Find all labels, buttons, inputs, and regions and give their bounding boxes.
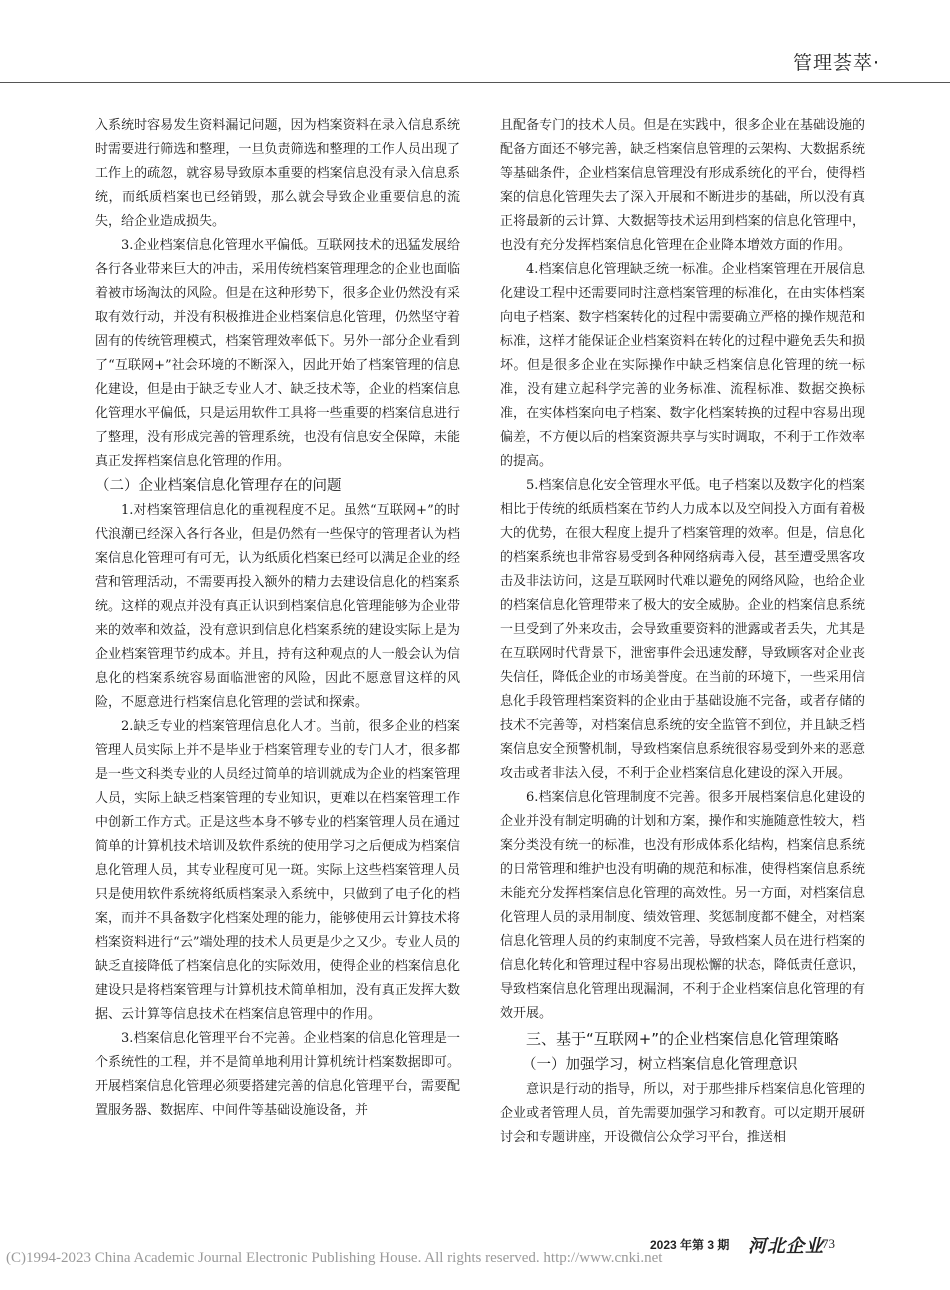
paragraph: 意识是行动的指导，所以，对于那些排斥档案信息化管理的企业或者管理人员，首先需要加强学习和教育。可以定期开展研讨会和专题讲座，开设微信公众学习平台，推送相 <box>500 1082 865 1145</box>
paragraph: 2.缺乏专业的档案管理信息化人才。当前，很多企业的档案管理人员实际上并不是毕业于档案管理专业的专门人才，很多都是一些文科类专业的人员经过简单的培训就成为企业的档案管理人员，实际上缺乏档案管理的专业知识，更难以在档案管理工作中创新工作方式。正是这些本身不够专业的档案管理人员在通过简单的计算机技术培训及软件系统的使用学习之后便成为档案信息化管理人员，其专业程度可见一斑。实际上这些档案管理人员只是使用软件系统将纸质档案录入系统中，只做到了电子化的档案，而并不具备数字化档案处理的能力，能够使用云计算技术将档案资料进行“云”端处理的技术人员更是少之又少。专业人员的缺乏直接降低了档案信息化的实际效用，使得企业的档案信息化建设只是将档案管理与计算机技术简单相加，没有真正发挥大数据、云计算等信息技术在档案信息管理中的作用。 <box>95 719 460 1022</box>
paragraph: 6.档案信息化管理制度不完善。很多开展档案信息化建设的企业并没有制定明确的计划和方案，操作和实施随意性较大，档案分类没有统一的标准，也没有形成体系化结构，档案信息系统的日常管理和维护也没有明确的规范和标准，使得档案信息系统未能充分发挥档案信息化管理的高效性。另一方面，对档案信息化管理人员的录用制度、绩效管理、奖惩制度都不健全，对档案信息化管理人员的约束制度不完善，导致档案人员在进行档案的信息化转化和管理过程中容易出现松懈的状态，降低责任意识，导致档案信息化管理出现漏洞，不利于企业档案信息化管理的有效开展。 <box>500 790 865 1021</box>
page-footer <box>0 1232 950 1272</box>
right-column <box>500 114 865 1150</box>
paragraph: 1.对档案管理信息化的重视程度不足。虽然“互联网+”的时代浪潮已经深入各行各业，但是仍然有一些保守的管理者认为档案信息化管理可有可无，认为纸质化档案已经可以满足企业的经营和管理活动，不需要再投入额外的精力去建设信息化的档案系统。这样的观点并没有真正认识到档案信息化管理能够为企业带来的效率和效益，没有意识到信息化档案系统的建设实际上是为企业档案管理节约成本。并且，持有这种观点的人一般会认为信息化的档案系统容易面临泄密的风险，因此不愿意冒这样的风险，不愿意进行档案信息化管理的尝试和探索。 <box>95 503 460 710</box>
paragraph: 且配备专门的技术人员。但是在实践中，很多企业在基础设施的配备方面还不够完善，缺乏档案信息管理的云架构、大数据系统等基础条件，企业档案信息管理没有形成系统化的平台，使得档案的信息化管理失去了深入开展和不断进步的基础，所以没有真正将最新的云计算、大数据等技术运用到档案的信息化管理中，也没有充分发挥档案信息化管理在企业降本增效方面的作用。 <box>500 118 865 253</box>
paragraph: 3.企业档案信息化管理水平偏低。互联网技术的迅猛发展给各行各业带来巨大的冲击，采用传统档案管理理念的企业也面临着被市场淘汰的风险。但是在这种形势下，很多企业仍然没有采取有效行动，并没有积极推进企业档案信息化管理，仍然坚守着固有的传统管理模式，档案管理效率低下。另外一部分企业看到了“互联网+”社会环境的不断深入，因此开始了档案管理的信息化建设，但是由于缺乏专业人才、缺乏技术等，企业的档案信息化管理水平偏低，只是运用软件工具将一些重要的档案信息进行了整理，没有形成完善的管理系统，也没有信息安全保障，未能真正发挥档案信息化管理的作用。 <box>95 238 460 469</box>
header-rule <box>0 82 950 83</box>
paragraph: 3.档案信息化管理平台不完善。企业档案的信息化管理是一个系统性的工程，并不是简单地利用计算机统计档案数据即可。开展档案信息化管理必须要搭建完善的信息化管理平台，需要配置服务器、数据库、中间件等基础设施设备，并 <box>95 1031 460 1118</box>
journal-name: 河北企业 <box>748 1236 824 1257</box>
copyright-notice: (C)1994-2023 China Academic Journal Electronic Publishing House. All rights reserved. http://www.cnki.net <box>6 1250 663 1266</box>
page-number: 73 <box>822 1236 835 1251</box>
section-title: 管理荟萃· <box>792 52 880 74</box>
issue-label: 2023 年第 3 期 <box>650 1238 730 1252</box>
left-column <box>95 114 460 1123</box>
subsection-heading: （二）企业档案信息化管理存在的问题 <box>95 478 342 494</box>
paragraph: 4.档案信息化管理缺乏统一标准。企业档案管理在开展信息化建设工程中还需要同时注意档案管理的标准化，在由实体档案向电子档案、数字档案转化的过程中需要确立严格的操作规范和标准，这样才能保证企业档案资料在转化的过程中避免丢失和损坏。但是很多企业在实际操作中缺乏档案信息化管理的统一标准，没有建立起科学完善的业务标准、流程标准、数据交换标准，在实体档案向电子档案、数字化档案转换的过程中容易出现偏差，不方便以后的档案资源共享与实时调取，不利于工作效率的提高。 <box>500 262 865 469</box>
subsection-heading: （一）加强学习，树立档案信息化管理意识 <box>522 1057 798 1073</box>
paragraph: 5.档案信息化安全管理水平低。电子档案以及数字化的档案相比于传统的纸质档案在节约人力成本以及空间投入方面有着极大的优势，在很大程度上提升了档案管理的效率。但是，信息化的档案系统也非常容易受到各种网络病毒入侵，甚至遭受黑客攻击及非法访问，这是互联网时代难以避免的网络风险，也给企业的档案信息化管理带来了极大的安全威胁。企业的档案信息系统一旦受到了外来攻击，会导致重要资料的泄露或者丢失，尤其是在互联网时代背景下，泄密事件会迅速发酵，导致顾客对企业丧失信任，降低企业的市场美誉度。在当前的环境下，一些采用信息化手段管理档案资料的企业由于基础设施不完备，或者存储的技术不完善等，对档案信息系统的安全监管不到位，并且缺乏档案信息安全预警机制，导致档案信息系统很容易受到外来的恶意攻击或者非法入侵，不利于企业档案信息化建设的深入开展。 <box>500 478 865 781</box>
paragraph: 入系统时容易发生资料漏记问题，因为档案资料在录入信息系统时需要进行筛选和整理，一旦负责筛选和整理的工作人员出现了工作上的疏忽，就容易导致原本重要的档案信息没有录入信息系统，而纸质档案也已经销毁，那么就会导致企业重要信息的流失，给企业造成损失。 <box>95 118 460 229</box>
section-heading: 三、基于“互联网+”的企业档案信息化管理策略 <box>525 1030 840 1048</box>
